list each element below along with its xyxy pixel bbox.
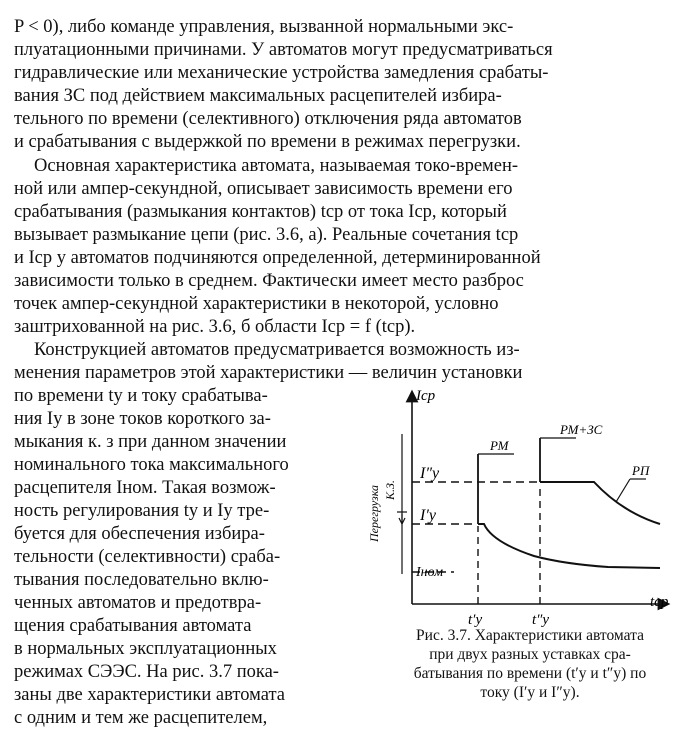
- text-line: гидравлические или механические устройства замедления срабаты-: [14, 63, 549, 83]
- rm-label: РМ: [490, 438, 509, 453]
- text-line: ной или ампер-секундной, описывает зависимость времени его: [14, 179, 513, 199]
- text-line: заны две характеристики автомата: [14, 685, 285, 705]
- text-line: точек ампер-секундной характеристики в некоторой, условно: [14, 294, 499, 314]
- text-line: ния Iу в зоне токов короткого за-: [14, 409, 271, 429]
- caption-line: при двух разных уставках сра-: [429, 646, 631, 663]
- rp-leader-diag: [616, 479, 630, 502]
- text-line: ченных автоматов и предотвра-: [14, 593, 262, 613]
- text-line: тывания последовательно вклю-: [14, 570, 269, 590]
- x-axis-label: tср: [650, 594, 669, 610]
- text-line: P < 0), либо команде управления, вызванной нормальными экс-: [14, 17, 514, 37]
- characteristic-diagram: [364, 374, 680, 634]
- caption-line: Рис. 3.7. Характеристики автомата: [416, 627, 644, 644]
- text-line: тельности (селективности) сраба-: [14, 547, 281, 567]
- text-line: буется для обеспечения избира-: [14, 524, 265, 544]
- text-line: заштрихованной на рис. 3.6, б области Iср = f (tср).: [14, 317, 416, 337]
- y-axis-label: Iср: [416, 388, 436, 404]
- text-line: срабатывания (размыкания контактов) tср от тока Iср, который: [14, 202, 507, 222]
- text-line: Конструкцией автоматов предусматривается возможность из-: [34, 340, 520, 360]
- text-line: менения параметров этой характеристики — величин установки: [14, 363, 523, 383]
- overload-zone-label: Перегрузка: [367, 484, 381, 542]
- text-line: и Iср у автоматов подчиняются определенной, детерминированной: [14, 248, 541, 268]
- text-line: вызывает размыкание цепи (рис. 3.6, а). Реальные сочетания tср: [14, 225, 519, 245]
- text-line: мыкания к. з при данном значении: [14, 432, 287, 452]
- t-y-single-label: t′у: [468, 612, 483, 628]
- zone-arrow: [399, 514, 405, 524]
- text-line: с одним и тем же расцепителем,: [14, 708, 268, 728]
- text-line: в нормальных эксплуатационных: [14, 639, 277, 659]
- text-line: режимах СЭЭС. На рис. 3.7 пока-: [14, 662, 279, 682]
- text-line: Основная характеристика автомата, называемая токо-времен-: [34, 156, 519, 176]
- figure-caption: [382, 626, 678, 702]
- text-line: расцепителя Iном. Такая возмож-: [14, 478, 276, 498]
- upper-characteristic: [540, 482, 660, 524]
- text-line: вания ЗС под действием максимальных расцепителей избира-: [14, 86, 502, 106]
- t-y-double-label: t″у: [532, 612, 550, 628]
- text-line: номинального тока максимального: [14, 455, 289, 475]
- text-line: по времени tу и току срабатыва-: [14, 386, 268, 406]
- rp-curve: [478, 524, 660, 568]
- text-line: и срабатывания с выдержкой по времени в режимах перегрузки.: [14, 132, 521, 152]
- caption-line: току (I′у и I″у).: [480, 684, 580, 701]
- i-y-single-label: I′у: [420, 507, 436, 524]
- figure-3-7: [364, 374, 680, 634]
- i-y-double-label: I″у: [420, 465, 440, 482]
- text-line: зависимости только в среднем. Фактически имеет место разброс: [14, 271, 524, 291]
- i-nom-label: Iном: [416, 565, 444, 580]
- short-circuit-zone-label: К.З.: [383, 480, 397, 500]
- rp-label: РП: [632, 463, 650, 478]
- text-line: плуатационными причинами. У автоматов могут предусматриваться: [14, 40, 553, 60]
- text-line: тельного по времени (селективного) отключения ряда автоматов: [14, 109, 522, 129]
- text-line: ность регулирования tу и Iу тре-: [14, 501, 270, 521]
- caption-line: батывания по времени (t′у и t″у) по: [413, 665, 647, 682]
- text-line: щения срабатывания автомата: [14, 616, 252, 636]
- rm-zs-label: РМ+ЗС: [560, 422, 603, 437]
